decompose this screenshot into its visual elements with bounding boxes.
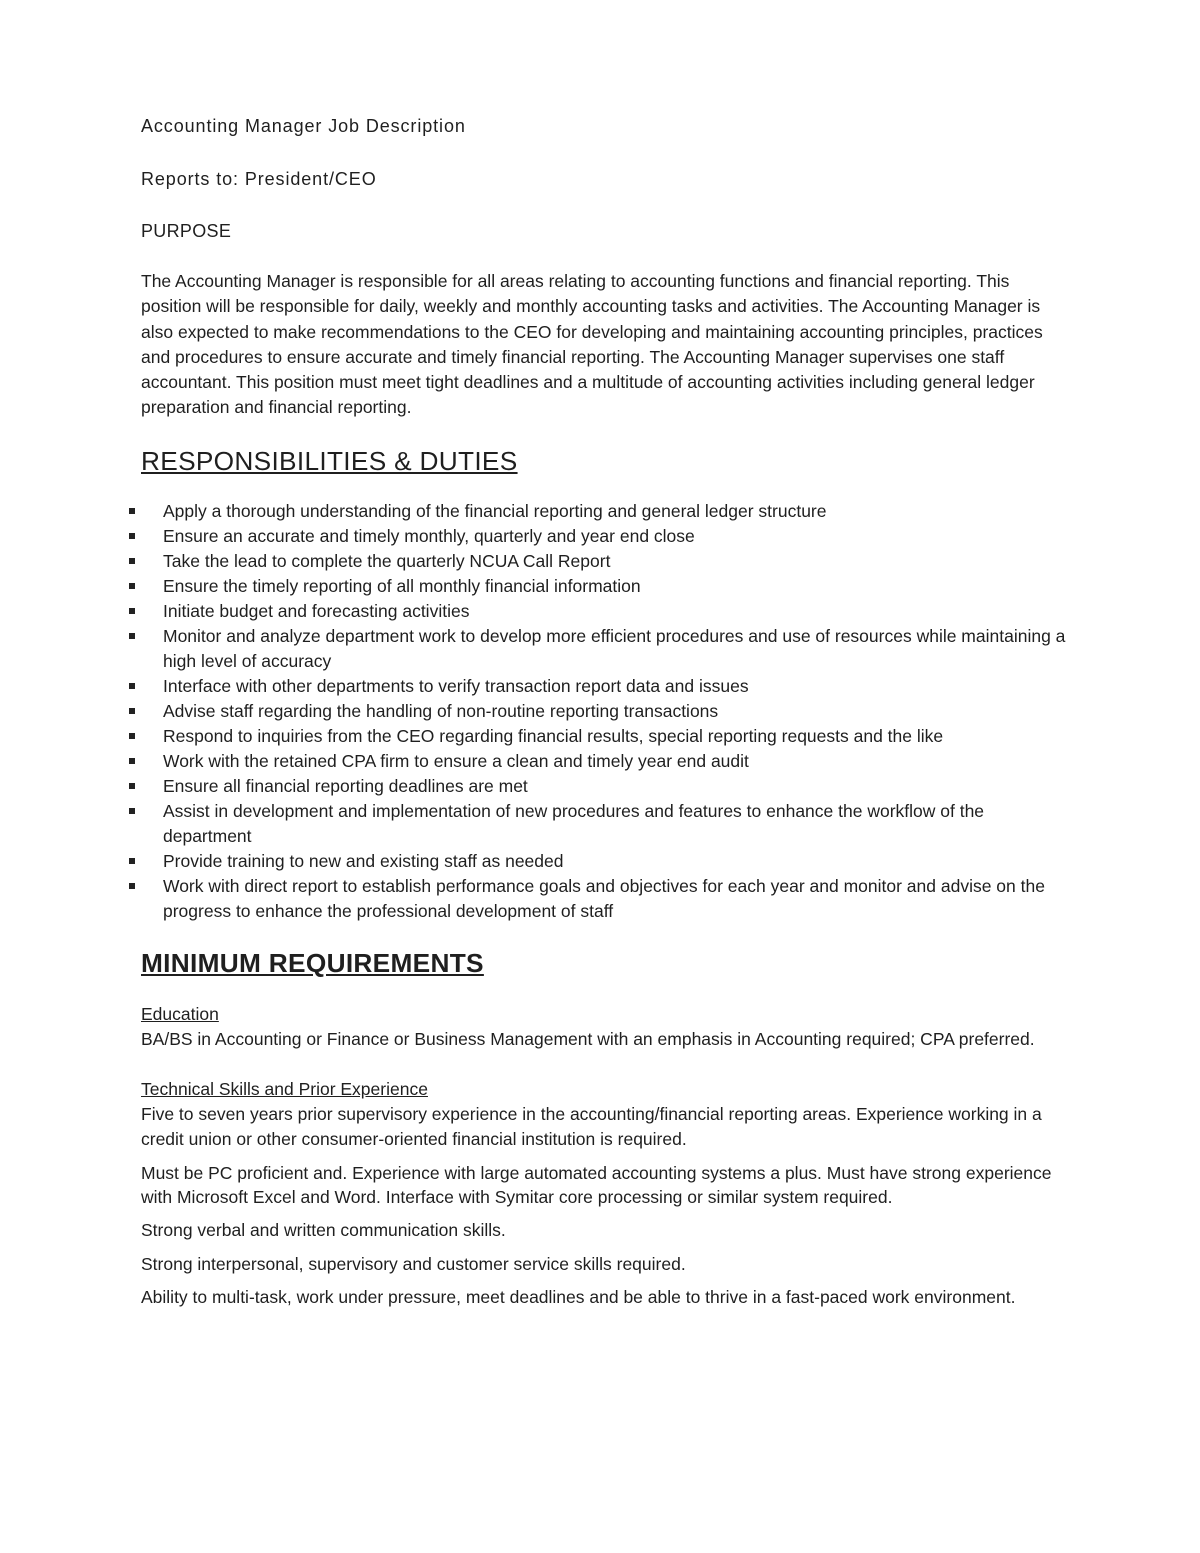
duty-text: Ensure all financial reporting deadlines are met (163, 775, 528, 796)
document-page (141, 112, 1071, 1310)
square-bullet-icon (129, 858, 135, 864)
list-item (141, 499, 1071, 524)
technical-paragraph: Ability to multi-task, work under pressure, meet deadlines and be able to thrive in a fast-paced work environment. (141, 1287, 1016, 1308)
list-item (141, 549, 1071, 574)
technical-paragraph: Strong verbal and written communication skills. (141, 1220, 506, 1241)
square-bullet-icon (129, 708, 135, 714)
square-bullet-icon (129, 733, 135, 739)
list-item (141, 849, 1071, 874)
responsibilities-heading: RESPONSIBILITIES & DUTIES (141, 445, 518, 476)
duty-text: Ensure the timely reporting of all monthly financial information (163, 575, 641, 596)
square-bullet-icon (129, 758, 135, 764)
duty-text: Apply a thorough understanding of the financial reporting and general ledger structure (163, 500, 827, 521)
duty-text: Take the lead to complete the quarterly NCUA Call Report (163, 550, 611, 571)
education-heading: Education (141, 1003, 219, 1024)
purpose-heading: PURPOSE (141, 221, 232, 241)
reports-to: Reports to: President/CEO (141, 169, 377, 189)
square-bullet-icon (129, 508, 135, 514)
square-bullet-icon (129, 683, 135, 689)
duty-text: Ensure an accurate and timely monthly, quarterly and year end close (163, 525, 695, 546)
square-bullet-icon (129, 883, 135, 889)
list-item (141, 599, 1071, 624)
square-bullet-icon (129, 583, 135, 589)
duty-text: Advise staff regarding the handling of non-routine reporting transactions (163, 700, 719, 721)
document-title: Accounting Manager Job Description (141, 116, 466, 136)
list-item (141, 774, 1071, 799)
purpose-text: The Accounting Manager is responsible for all areas relating to accounting functions and financial reporting. This position will be responsible for daily, weekly and monthly accounting tasks and activities. The Accounting Manager is also expected to make recommendations to the CEO for developing and maintaining accounting principles, practices and procedures to ensure accurate and timely financial reporting. The Accounting Manager supervises one staff accountant. This position must meet tight deadlines and a multitude of accounting activities including general ledger preparation and financial reporting. (141, 271, 1043, 418)
duty-text: Monitor and analyze department work to develop more efficient procedures and use of resources while maintaining a high level of accuracy (163, 625, 1066, 671)
requirements-heading: MINIMUM REQUIREMENTS (141, 947, 484, 978)
technical-heading: Technical Skills and Prior Experience (141, 1079, 428, 1100)
square-bullet-icon (129, 783, 135, 789)
technical-paragraph: Five to seven years prior supervisory experience in the accounting/financial reporting areas. Experience working in a credit union or other consumer-oriented financial institution is required. (141, 1104, 1042, 1150)
technical-paragraph: Must be PC proficient and. Experience with large automated accounting systems a plus. Must have strong experience with Microsoft Excel and Word. Interface with Symitar core processing or similar system required. (141, 1163, 1052, 1207)
duty-text: Interface with other departments to verify transaction report data and issues (163, 675, 749, 696)
list-item (141, 724, 1071, 749)
list-item (141, 699, 1071, 724)
list-item (141, 674, 1071, 699)
list-item (141, 574, 1071, 599)
duty-text: Work with the retained CPA firm to ensure a clean and timely year end audit (163, 750, 749, 771)
list-item (141, 749, 1071, 774)
duty-text: Respond to inquiries from the CEO regarding financial results, special reporting requests and the like (163, 725, 944, 746)
duty-text: Provide training to new and existing staff as needed (163, 850, 564, 871)
technical-paragraph: Strong interpersonal, supervisory and customer service skills required. (141, 1253, 686, 1274)
list-item (141, 524, 1071, 549)
education-text: BA/BS in Accounting or Finance or Business Management with an emphasis in Accounting required; CPA preferred. (141, 1028, 1035, 1049)
duty-text: Assist in development and implementation of new procedures and features to enhance the workflow of the department (163, 800, 985, 846)
list-item (141, 624, 1071, 674)
square-bullet-icon (129, 633, 135, 639)
duty-text: Work with direct report to establish performance goals and objectives for each year and monitor and advise on the progress to enhance the professional development of staff (163, 875, 1045, 921)
square-bullet-icon (129, 533, 135, 539)
square-bullet-icon (129, 608, 135, 614)
square-bullet-icon (129, 558, 135, 564)
duties-list (141, 499, 1071, 924)
duty-text: Initiate budget and forecasting activities (163, 600, 470, 621)
square-bullet-icon (129, 808, 135, 814)
list-item (141, 799, 1071, 849)
list-item (141, 874, 1071, 924)
